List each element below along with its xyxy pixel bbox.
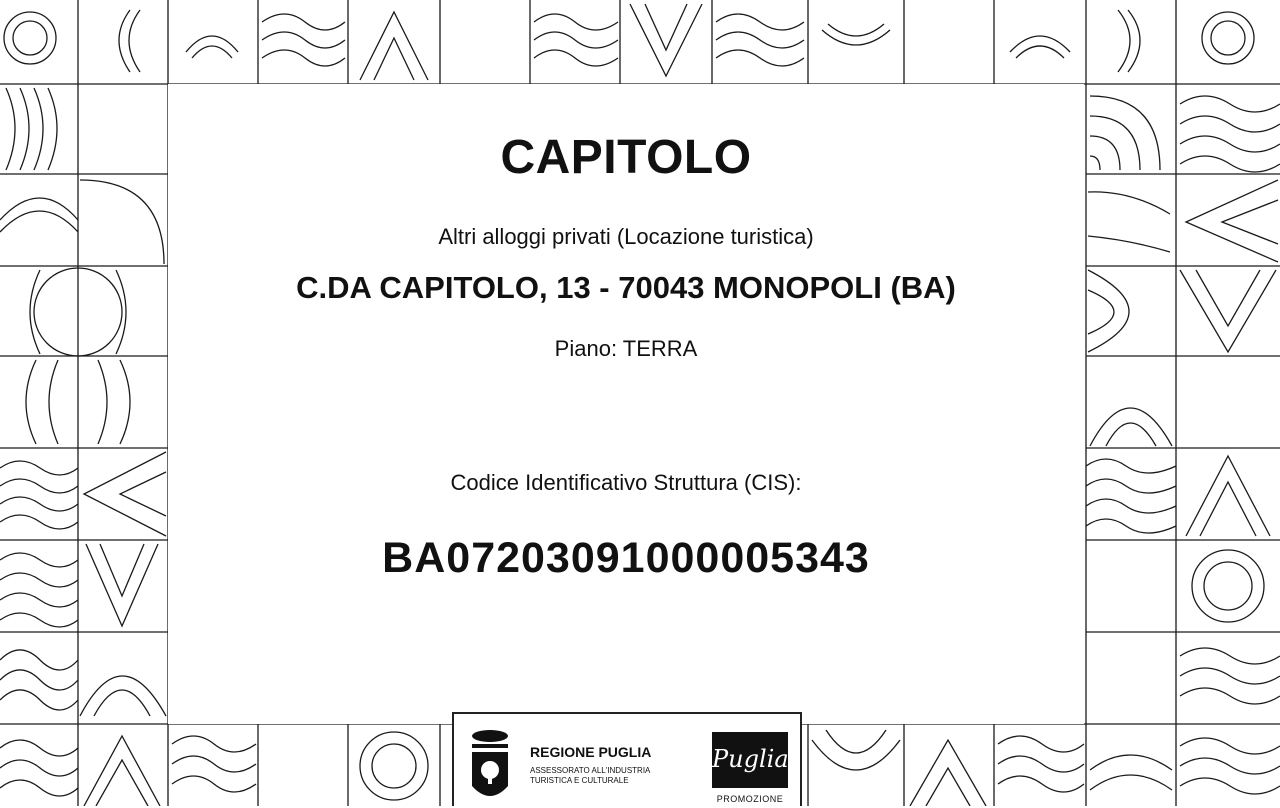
cis-label: Codice Identificativo Struttura (CIS): xyxy=(450,470,802,495)
puglia-promozione-logo: Puglia xyxy=(712,732,788,788)
region-name: REGIONE PUGLIA xyxy=(530,744,652,760)
accommodation-type: Altri alloggi privati (Locazione turistica) xyxy=(438,224,814,249)
department-name: ASSESSORATO ALL'INDUSTRIA TURISTICA E CULTURALE xyxy=(530,766,651,785)
footer-logo-box xyxy=(452,712,802,806)
page-title: CAPITOLO xyxy=(500,131,752,184)
promo-label: PROMOZIONE xyxy=(716,794,784,804)
address: C.DA CAPITOLO, 13 - 70043 MONOPOLI (BA) xyxy=(296,270,956,305)
cis-code: BA07203091000005343 xyxy=(382,534,870,582)
document-card xyxy=(168,84,1084,724)
floor-level: Piano: TERRA xyxy=(554,336,698,361)
regional-crest-icon xyxy=(468,726,512,808)
